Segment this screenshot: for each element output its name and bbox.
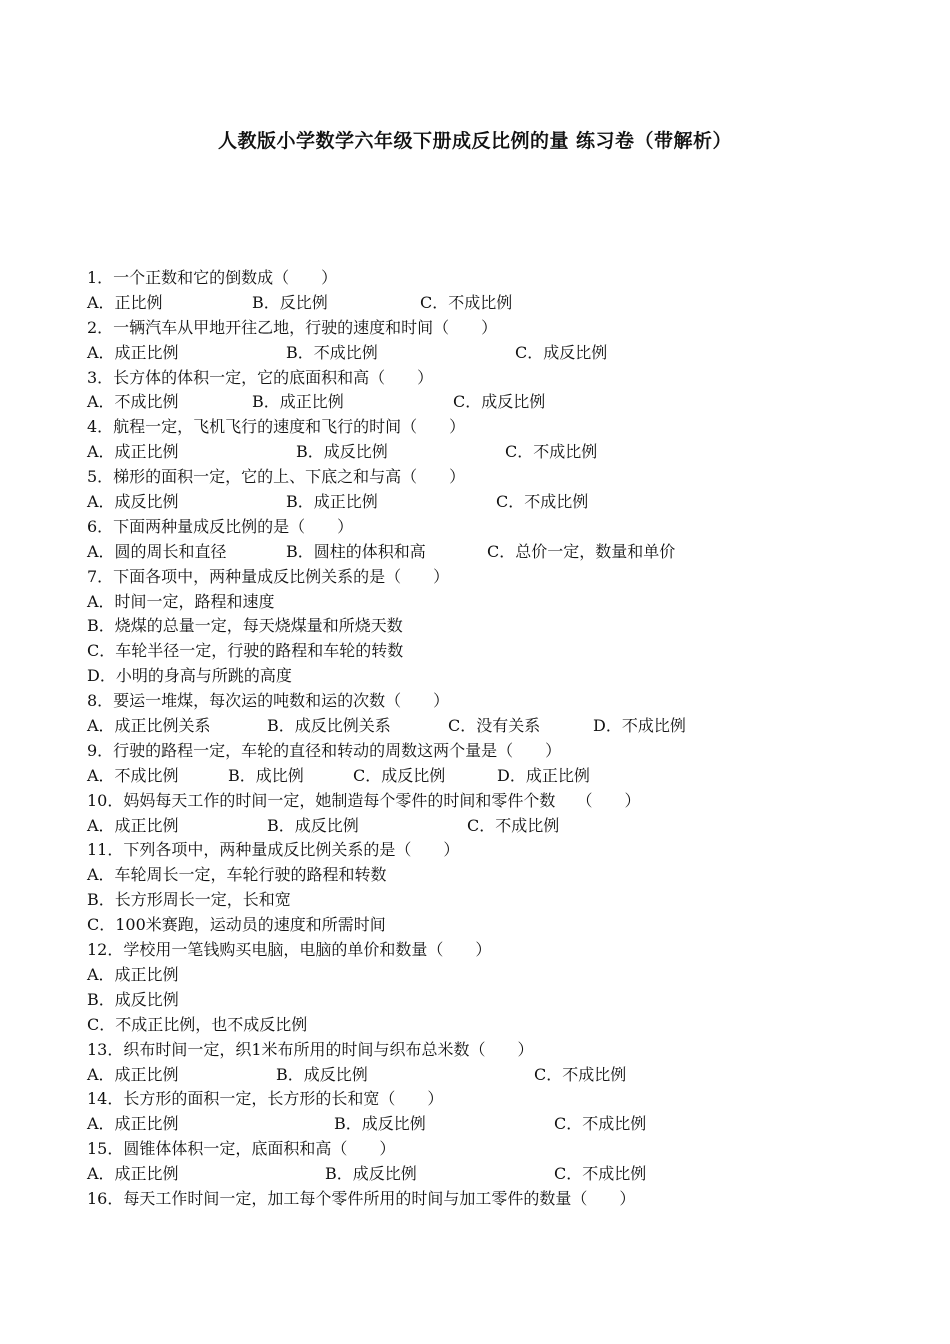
option-b: B．成反比例 xyxy=(87,989,179,1009)
option-c: C．没有关系 xyxy=(448,716,541,736)
option-b: B．烧煤的总量一定，每天烧煤量和所烧天数 xyxy=(87,616,403,636)
option-b: B．长方形周长一定，长和宽 xyxy=(87,890,291,910)
option-b: B．圆柱的体积和高 xyxy=(286,541,426,561)
options-3 xyxy=(87,390,907,415)
options-9 xyxy=(87,764,907,789)
option-c: C．不成比例 xyxy=(467,815,560,835)
option-c: C．不成比例 xyxy=(505,442,598,462)
question-16: 16．每天工作时间一定，加工每个零件所用的时间与加工零件的数量（ ） xyxy=(87,1188,636,1208)
options-8 xyxy=(87,714,907,739)
option-a: A．车轮周长一定，车轮行驶的路程和转数 xyxy=(87,865,387,885)
options-5 xyxy=(87,490,907,515)
option-c: C．不成比例 xyxy=(534,1064,627,1084)
option-b: B．成比例 xyxy=(228,765,304,785)
option-b: B．反比例 xyxy=(252,292,328,312)
options-14 xyxy=(87,1112,907,1137)
option-c: C．总价一定，数量和单价 xyxy=(487,541,676,561)
option-c: C．车轮半径一定，行驶的路程和车轮的转数 xyxy=(87,641,404,661)
question-8: 8．要运一堆煤，每次运的吨数和运的次数（ ） xyxy=(87,691,450,711)
question-1: 1．一个正数和它的倒数成（ ） xyxy=(87,268,338,287)
option-a: A．成正比例 xyxy=(87,342,179,362)
option-a: A．成正比例 xyxy=(87,815,179,835)
question-10: 10．妈妈每天工作的时间一定，她制造每个零件的时间和零件个数 （ ） xyxy=(87,790,641,810)
question-3: 3．长方体的体积一定，它的底面积和高（ ） xyxy=(87,367,434,387)
option-c: C．不成比例 xyxy=(554,1114,647,1134)
option-a: A．成正比例 xyxy=(87,964,179,984)
question-list xyxy=(87,266,907,1212)
option-c: C．成反比例 xyxy=(453,392,546,412)
options-15 xyxy=(87,1162,907,1187)
question-15: 15．圆锥体体积一定，底面积和高（ ） xyxy=(87,1139,396,1159)
option-b: B．成反比例 xyxy=(334,1114,426,1134)
question-6: 6．下面两种量成反比例的是（ ） xyxy=(87,516,354,536)
question-14: 14．长方形的面积一定，长方形的长和宽（ ） xyxy=(87,1089,444,1109)
question-13: 13．织布时间一定，织1米布所用的时间与织布总米数（ ） xyxy=(87,1039,534,1059)
question-11: 11．下列各项中，两种量成反比例关系的是（ ） xyxy=(87,840,460,860)
option-a: A．成反比例 xyxy=(87,492,179,512)
option-b: B．成正比例 xyxy=(252,392,344,412)
option-a: A．圆的周长和直径 xyxy=(87,541,227,561)
option-d: D．不成比例 xyxy=(593,716,686,736)
option-a: A．成正比例 xyxy=(87,1064,179,1084)
option-a: A．成正比例关系 xyxy=(87,716,211,736)
question-5: 5．梯形的面积一定，它的上、下底之和与高（ ） xyxy=(87,467,466,487)
option-b: B．成反比例 xyxy=(267,815,359,835)
option-a: A．成正比例 xyxy=(87,1164,179,1184)
options-6 xyxy=(87,540,907,565)
options-13 xyxy=(87,1063,907,1088)
option-a: A．时间一定，路程和速度 xyxy=(87,591,275,611)
option-a: A．正比例 xyxy=(87,292,163,312)
option-b: B．不成比例 xyxy=(286,342,378,362)
option-c: C．不成正比例，也不成反比例 xyxy=(87,1014,308,1034)
option-a: A．成正比例 xyxy=(87,1114,179,1134)
question-4: 4．航程一定，飞机飞行的速度和飞行的时间（ ） xyxy=(87,417,466,437)
options-4 xyxy=(87,440,907,465)
question-12: 12．学校用一笔钱购买电脑，电脑的单价和数量（ ） xyxy=(87,940,492,960)
option-a: A．不成比例 xyxy=(87,765,179,785)
option-c: C．成反比例 xyxy=(515,342,608,362)
option-d: D．成正比例 xyxy=(497,765,590,785)
options-10 xyxy=(87,814,907,839)
option-b: B．成反比例 xyxy=(296,442,388,462)
page-title: 人教版小学数学六年级下册成反比例的量 练习卷（带解析） xyxy=(217,130,733,152)
options-1 xyxy=(87,291,907,316)
question-7: 7．下面各项中，两种量成反比例关系的是（ ） xyxy=(87,566,450,586)
option-b: B．成反比例 xyxy=(325,1164,417,1184)
option-b: B．成正比例 xyxy=(286,492,378,512)
options-2 xyxy=(87,341,907,366)
option-a: A．不成比例 xyxy=(87,392,179,412)
option-d: D．小明的身高与所跳的高度 xyxy=(87,666,292,686)
question-9: 9．行驶的路程一定，车轮的直径和转动的周数这两个量是（ ） xyxy=(87,740,562,760)
option-c: C．不成比例 xyxy=(420,292,513,312)
question-2: 2．一辆汽车从甲地开往乙地，行驶的速度和时间（ ） xyxy=(87,317,498,337)
option-a: A．成正比例 xyxy=(87,442,179,462)
option-c: C．不成比例 xyxy=(496,492,589,512)
option-b: B．成反比例关系 xyxy=(267,716,391,736)
option-c: C．100米赛跑，运动员的速度和所需时间 xyxy=(87,915,386,935)
option-c: C．不成比例 xyxy=(554,1164,647,1184)
option-b: B．成反比例 xyxy=(276,1064,368,1084)
option-c: C．成反比例 xyxy=(353,765,446,785)
